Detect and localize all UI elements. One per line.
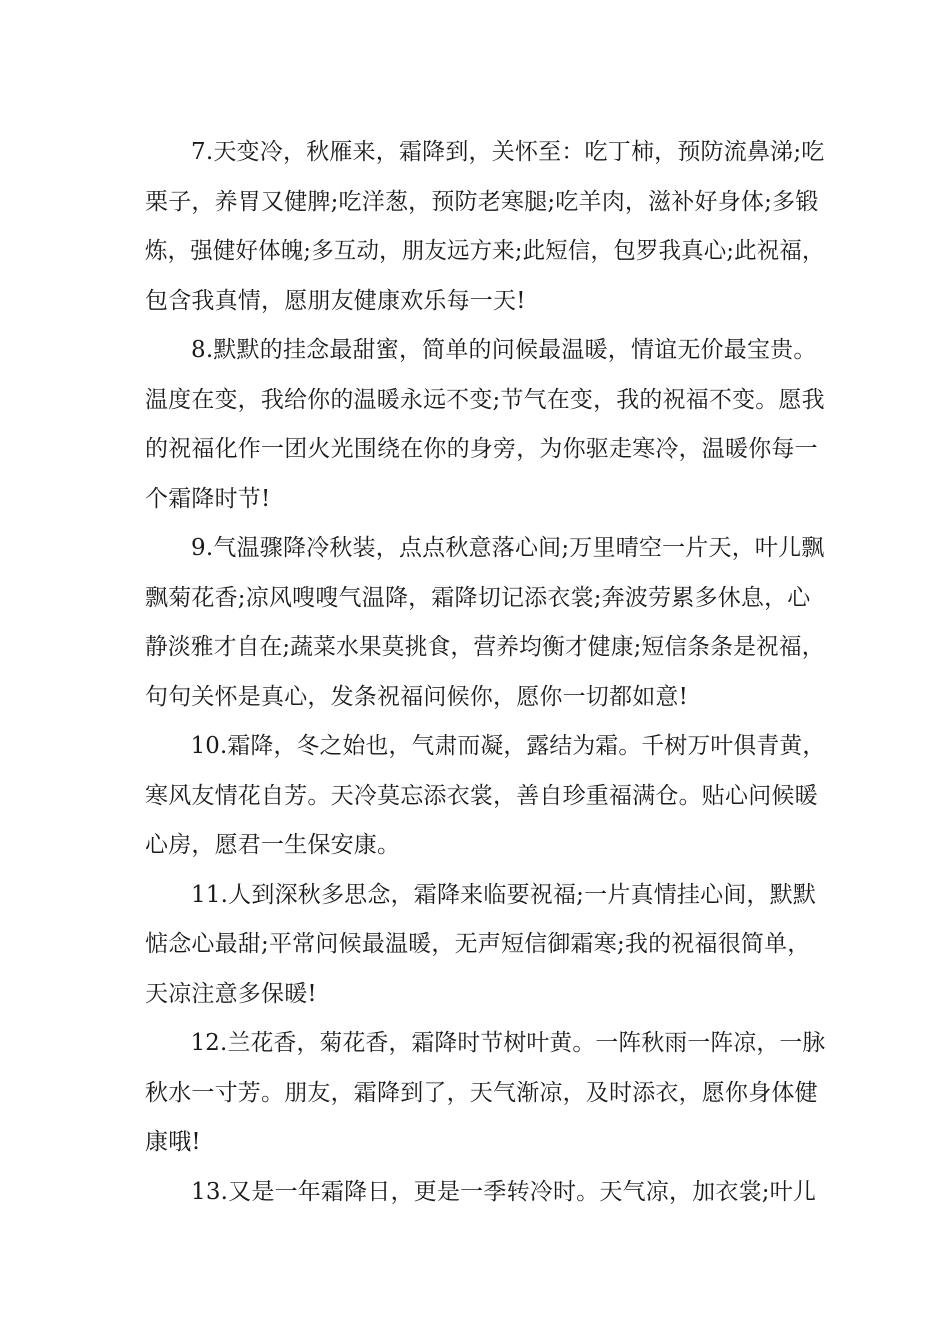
paragraph-p7 bbox=[145, 128, 825, 326]
text-line: 秋水一寸芳。朋友，霜降到了，天气渐凉，及时添衣，愿你身体健 bbox=[145, 1079, 818, 1106]
text-line: 12.兰花香，菊花香，霜降时节树叶黄。一阵秋雨一阵凉，一脉 bbox=[190, 1030, 826, 1056]
paragraph-p12 bbox=[145, 1019, 825, 1168]
text-line: 的祝福化作一团火光围绕在你的身旁，为你驱走寒冷，温暖你每一 bbox=[145, 436, 818, 462]
text-line: 栗子，养胃又健脾;吃洋葱，预防老寒腿;吃羊肉，滋补好身体;多锻 bbox=[145, 188, 819, 215]
text-line: 包含我真情，愿朋友健康欢乐每一天! bbox=[145, 287, 526, 314]
text-line: 天凉注意多保暖! bbox=[145, 980, 317, 1007]
text-line: 炼，强健好体魄;多互动，朋友远方来;此短信，包罗我真心;此祝福， bbox=[145, 238, 825, 264]
paragraph-p13 bbox=[145, 1168, 825, 1218]
text-line: 康哦! bbox=[145, 1129, 201, 1155]
text-line: 惦念心最甜;平常问候最温暖，无声短信御霜寒;我的祝福很简单， bbox=[145, 931, 811, 957]
text-line: 寒风友情花自芳。天冷莫忘添衣裳，善自珍重福满仓。贴心问候暖 bbox=[145, 782, 818, 809]
paragraph-p9 bbox=[145, 524, 825, 722]
text-line: 飘菊花香;凉风嗖嗖气温降，霜降切记添衣裳;奔波劳累多休息，心 bbox=[145, 584, 811, 611]
text-line: 10.霜降，冬之始也，气肃而凝，露结为霜。千树万叶俱青黄， bbox=[190, 733, 826, 759]
text-line: 9.气温骤降冷秋装，点点秋意落心间;万里晴空一片天，叶儿飘 bbox=[191, 535, 825, 561]
paragraph-p8 bbox=[145, 326, 825, 524]
text-line: 7.天变冷，秋雁来，霜降到，关怀至：吃丁柿，预防流鼻涕;吃 bbox=[191, 139, 825, 165]
text-line: 13.又是一年霜降日，更是一季转冷时。天气凉，加衣裳;叶儿 bbox=[191, 1178, 817, 1205]
text-line: 个霜降时节! bbox=[145, 485, 271, 512]
text-line: 静淡雅才自在;蔬菜水果莫挑食，营养均衡才健康;短信条条是祝福， bbox=[145, 634, 825, 660]
text-line: 句句关怀是真心，发条祝福问候你，愿你一切都如意! bbox=[145, 683, 689, 710]
text-line: 温度在变，我给你的温暖永远不变;节气在变，我的祝福不变。愿我 bbox=[145, 386, 825, 413]
paragraph-p10 bbox=[145, 722, 825, 871]
document-body bbox=[145, 128, 825, 1217]
text-line: 心房，愿君一生保安康。 bbox=[145, 832, 401, 858]
text-line: 8.默默的挂念最甜蜜，简单的问候最温暖，情谊无价最宝贵。 bbox=[191, 337, 817, 363]
text-line: 11.人到深秋多思念，霜降来临要祝福;一片真情挂心间，默默 bbox=[191, 881, 817, 908]
paragraph-p11 bbox=[145, 871, 825, 1020]
